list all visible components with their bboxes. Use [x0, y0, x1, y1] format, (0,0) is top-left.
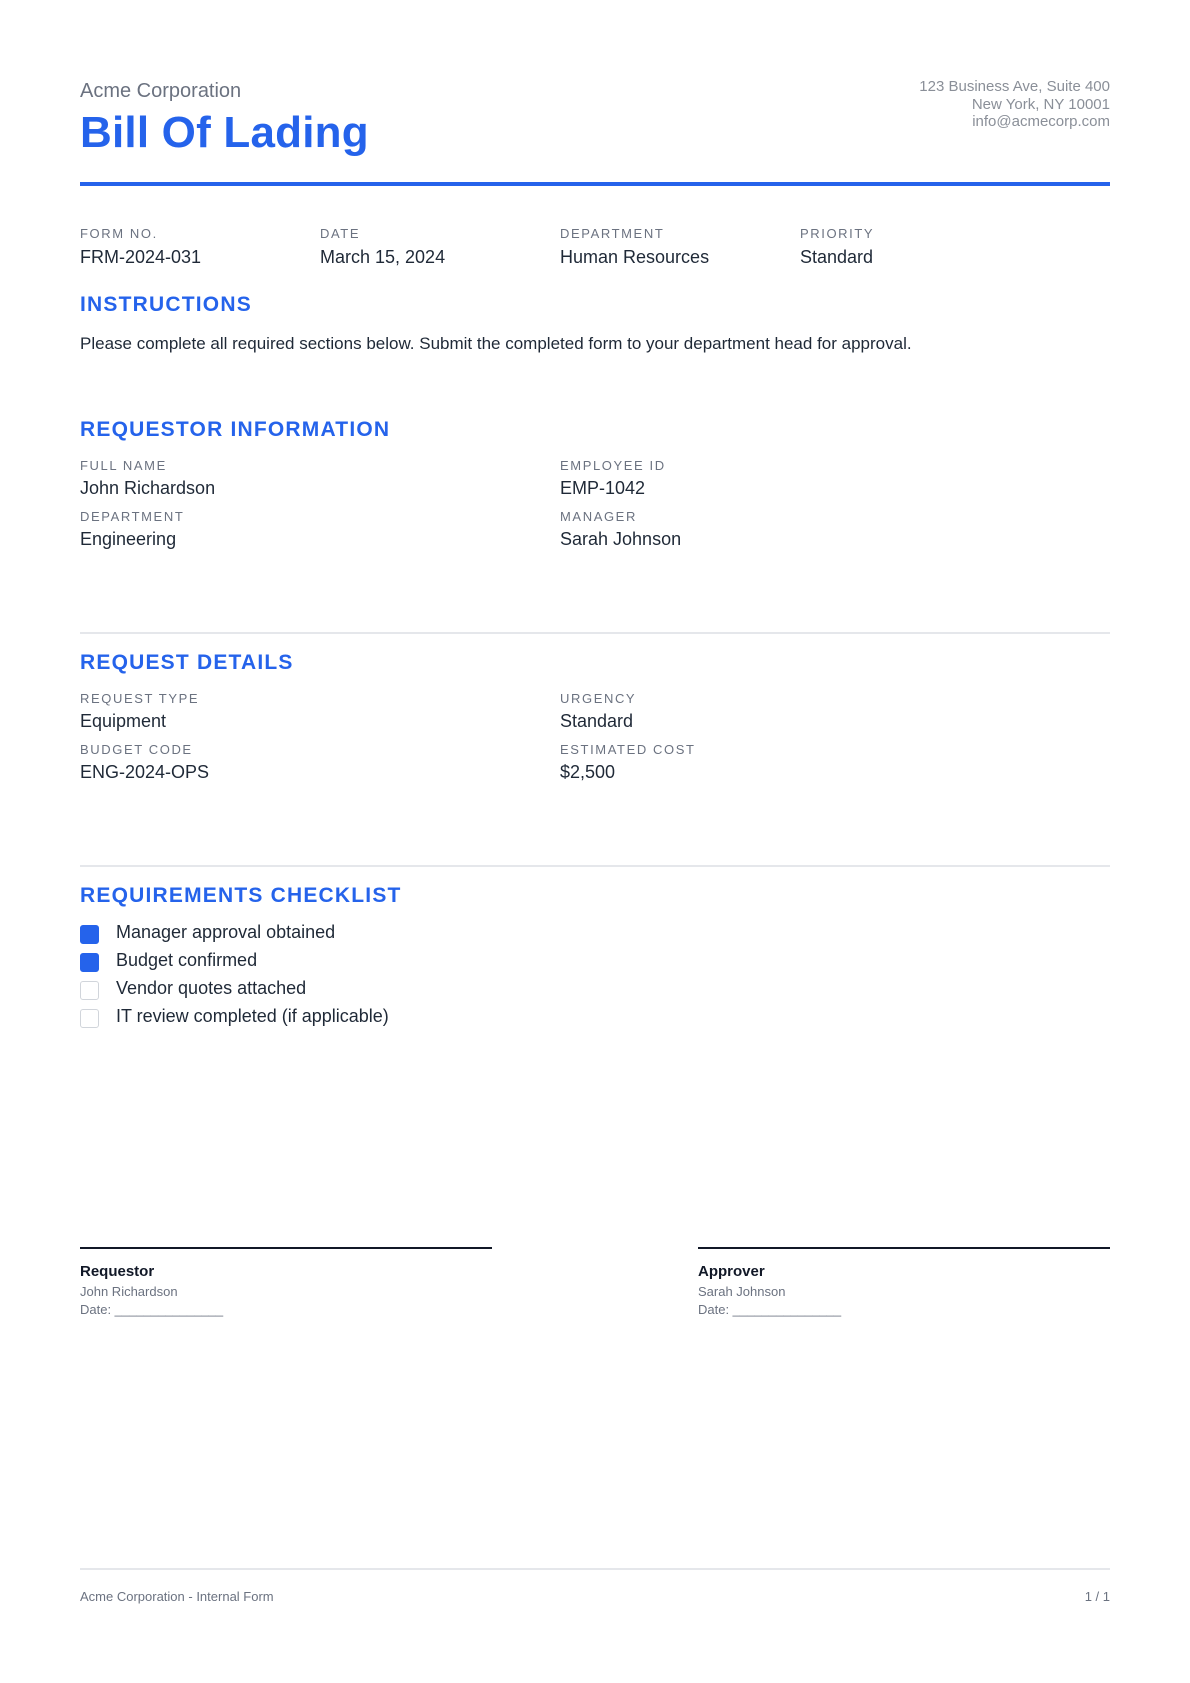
signature-approver: [698, 1247, 1110, 1317]
field-value: Standard: [560, 711, 634, 731]
document-page: [80, 0, 1110, 1683]
document-header: [80, 78, 1110, 186]
checkbox[interactable]: [80, 1009, 99, 1028]
footer-text: Acme Corporation - Internal Form: [80, 1589, 274, 1604]
signature-role: Approver: [698, 1263, 765, 1280]
meta-value: Human Resources: [560, 247, 710, 267]
checklist-item-label: Budget confirmed: [116, 950, 258, 970]
meta-label: PRIORITY: [800, 226, 875, 241]
checkbox[interactable]: [80, 981, 99, 1000]
signature-line[interactable]: [80, 1247, 492, 1249]
meta-form-no: [80, 226, 201, 268]
field-value: EMP-1042: [560, 478, 646, 498]
checklist-item-label: Manager approval obtained: [116, 922, 336, 942]
field-value: Sarah Johnson: [560, 529, 682, 549]
field-label: URGENCY: [560, 691, 637, 706]
field-value: John Richardson: [80, 478, 216, 498]
checklist-item-label: IT review completed (if applicable): [116, 1006, 389, 1026]
signature-date: Date: _______________: [698, 1302, 842, 1317]
request-details-heading: REQUEST DETAILS: [80, 651, 294, 674]
field-label: MANAGER: [560, 509, 637, 524]
meta-label: DEPARTMENT: [560, 226, 665, 241]
company-name: Acme Corporation: [80, 80, 242, 102]
field-request-type: [80, 691, 199, 732]
form-meta: [80, 226, 1110, 270]
checklist-heading: REQUIREMENTS CHECKLIST: [80, 884, 402, 907]
meta-value: March 15, 2024: [320, 247, 446, 267]
section-divider: [80, 632, 1110, 634]
document-title: Bill Of Lading: [80, 108, 369, 157]
signature-date: Date: _______________: [80, 1302, 224, 1317]
instructions-heading: INSTRUCTIONS: [80, 293, 252, 316]
field-employee-id: [560, 458, 666, 499]
page-number: 1 / 1: [1084, 1589, 1110, 1604]
instructions-text: Please complete all required sections below. Submit the completed form to your department head for approval.: [80, 334, 912, 353]
checkbox[interactable]: [80, 925, 99, 944]
meta-department: [560, 226, 709, 268]
meta-priority: [800, 226, 874, 268]
meta-value: Standard: [800, 247, 874, 267]
field-manager: [560, 509, 681, 550]
meta-date: [320, 226, 445, 268]
signature-role: Requestor: [80, 1263, 155, 1280]
field-label: DEPARTMENT: [80, 509, 185, 524]
field-value: $2,500: [560, 762, 616, 782]
company-address: [919, 78, 1110, 131]
field-label: BUDGET CODE: [80, 742, 193, 757]
field-department: [80, 509, 184, 550]
field-value: ENG-2024-OPS: [80, 762, 210, 782]
meta-label: DATE: [320, 226, 361, 241]
checklist-item-label: Vendor quotes attached: [116, 978, 307, 998]
field-value: Equipment: [80, 711, 167, 731]
signature-requestor: [80, 1247, 492, 1317]
checkbox[interactable]: [80, 953, 99, 972]
company-email: info@acmecorp.com: [972, 113, 1110, 130]
signature-line[interactable]: [698, 1247, 1110, 1249]
field-value: Engineering: [80, 529, 177, 549]
section-divider: [80, 865, 1110, 867]
signature-name: John Richardson: [80, 1284, 178, 1299]
requestor-info-heading: REQUESTOR INFORMATION: [80, 418, 391, 441]
address-line-2: New York, NY 10001: [971, 95, 1110, 113]
field-label: FULL NAME: [80, 458, 167, 473]
field-label: REQUEST TYPE: [80, 691, 200, 706]
address-line-1: 123 Business Ave, Suite 400: [919, 78, 1110, 95]
meta-label: FORM NO.: [80, 226, 158, 241]
meta-value: FRM-2024-031: [80, 247, 202, 267]
field-estimated-cost: [560, 742, 696, 783]
field-budget-code: [80, 742, 209, 783]
field-label: ESTIMATED COST: [560, 742, 696, 757]
footer-divider: [80, 1568, 1110, 1570]
field-full-name: [80, 458, 215, 499]
field-label: EMPLOYEE ID: [560, 458, 666, 473]
field-urgency: [560, 691, 636, 732]
signature-name: Sarah Johnson: [698, 1284, 786, 1299]
